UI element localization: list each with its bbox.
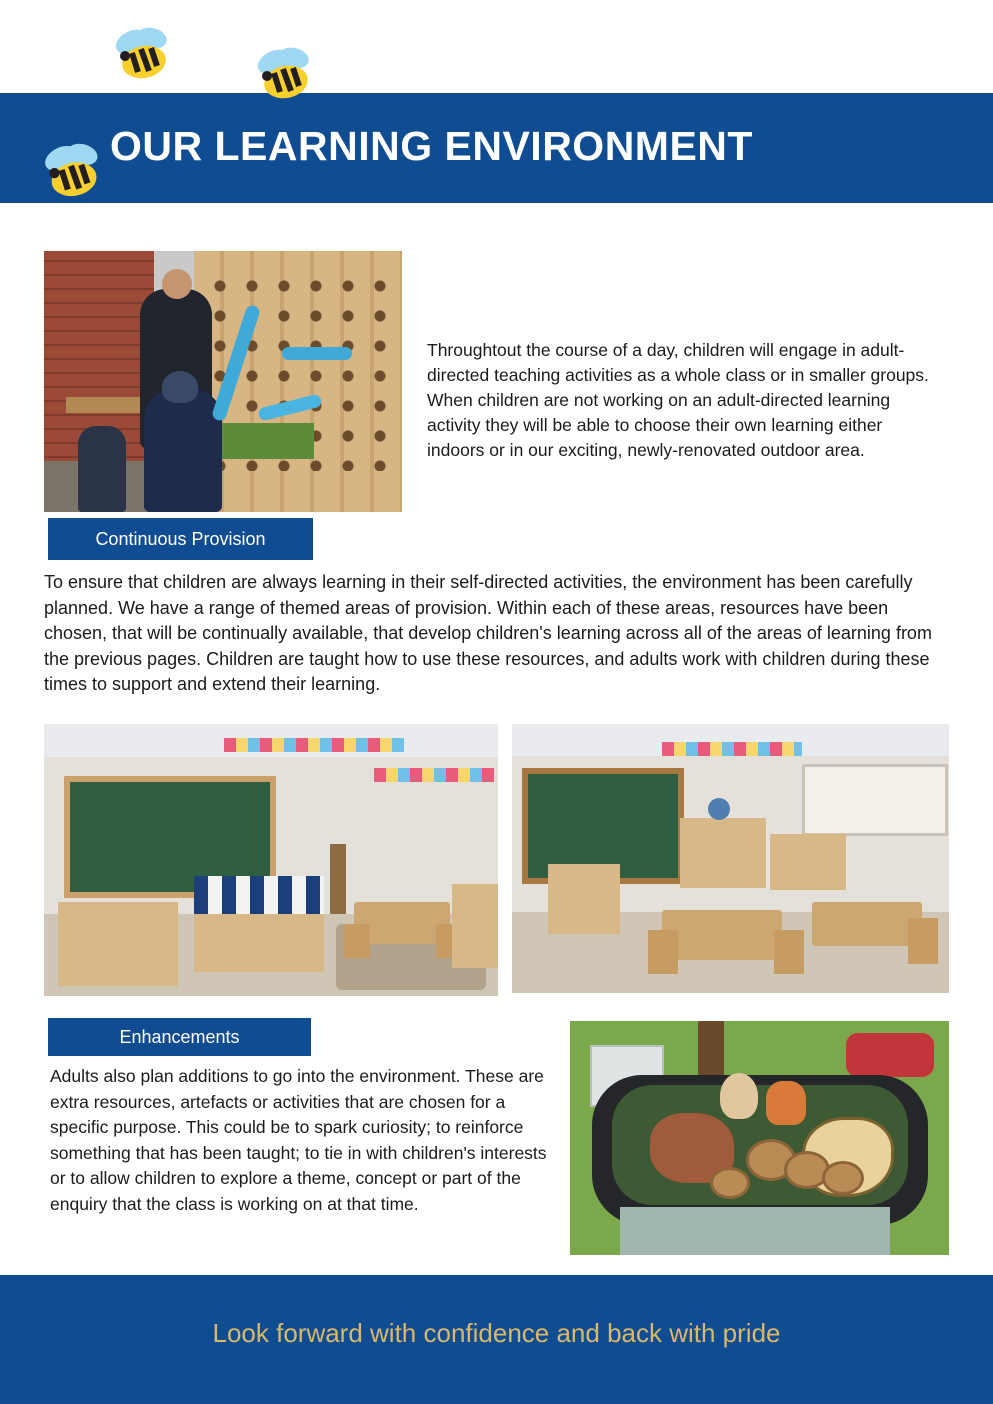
photo-tuff-tray-woodland-animals bbox=[570, 1021, 949, 1255]
page-title: OUR LEARNING ENVIRONMENT bbox=[110, 123, 753, 169]
continuous-provision-paragraph: To ensure that children are always learning in their self-directed activities, the environment has been carefully planned. We have a range of themed areas of provision. Within each of these areas, resources have been chosen, that will be continually available, that develop children's learning across all of the areas of learning from the previous pages. Children are taught how to use these resources, and adults work with children during these times to support and extend their learning. bbox=[44, 572, 932, 694]
photo-classroom-discover-area bbox=[512, 724, 949, 993]
photo-classroom-imagine-area bbox=[44, 724, 498, 996]
photo-outdoor-water-wall bbox=[44, 251, 402, 512]
footer-motto: Look forward with confidence and back with pride bbox=[212, 1318, 781, 1348]
intro-paragraph: Throughtout the course of a day, children will engage in adult-directed teaching activities as a whole class or in smaller groups. When children are not working on an adult-directed learning activity they will be able to choose their own learning either indoors or in our exciting, newly-renovated outdoor area. bbox=[427, 340, 929, 460]
section-tag-continuous-provision: Continuous Provision bbox=[48, 518, 313, 560]
bee-icon-top-middle bbox=[250, 42, 318, 106]
enhancements-paragraph: Adults also plan additions to go into the environment. These are extra resources, artefacts or activities that are chosen for a specific purpose. This could be to spark curiosity; to reinforce something that has been taught; to tie in with children's interests or to allow children to explore a theme, concept or part of the enquiry that the class is working on at that time. bbox=[50, 1066, 547, 1214]
bee-icon-top-left bbox=[108, 22, 176, 86]
section-tag-enhancements: Enhancements bbox=[48, 1018, 311, 1056]
bee-icon-left bbox=[36, 138, 108, 204]
